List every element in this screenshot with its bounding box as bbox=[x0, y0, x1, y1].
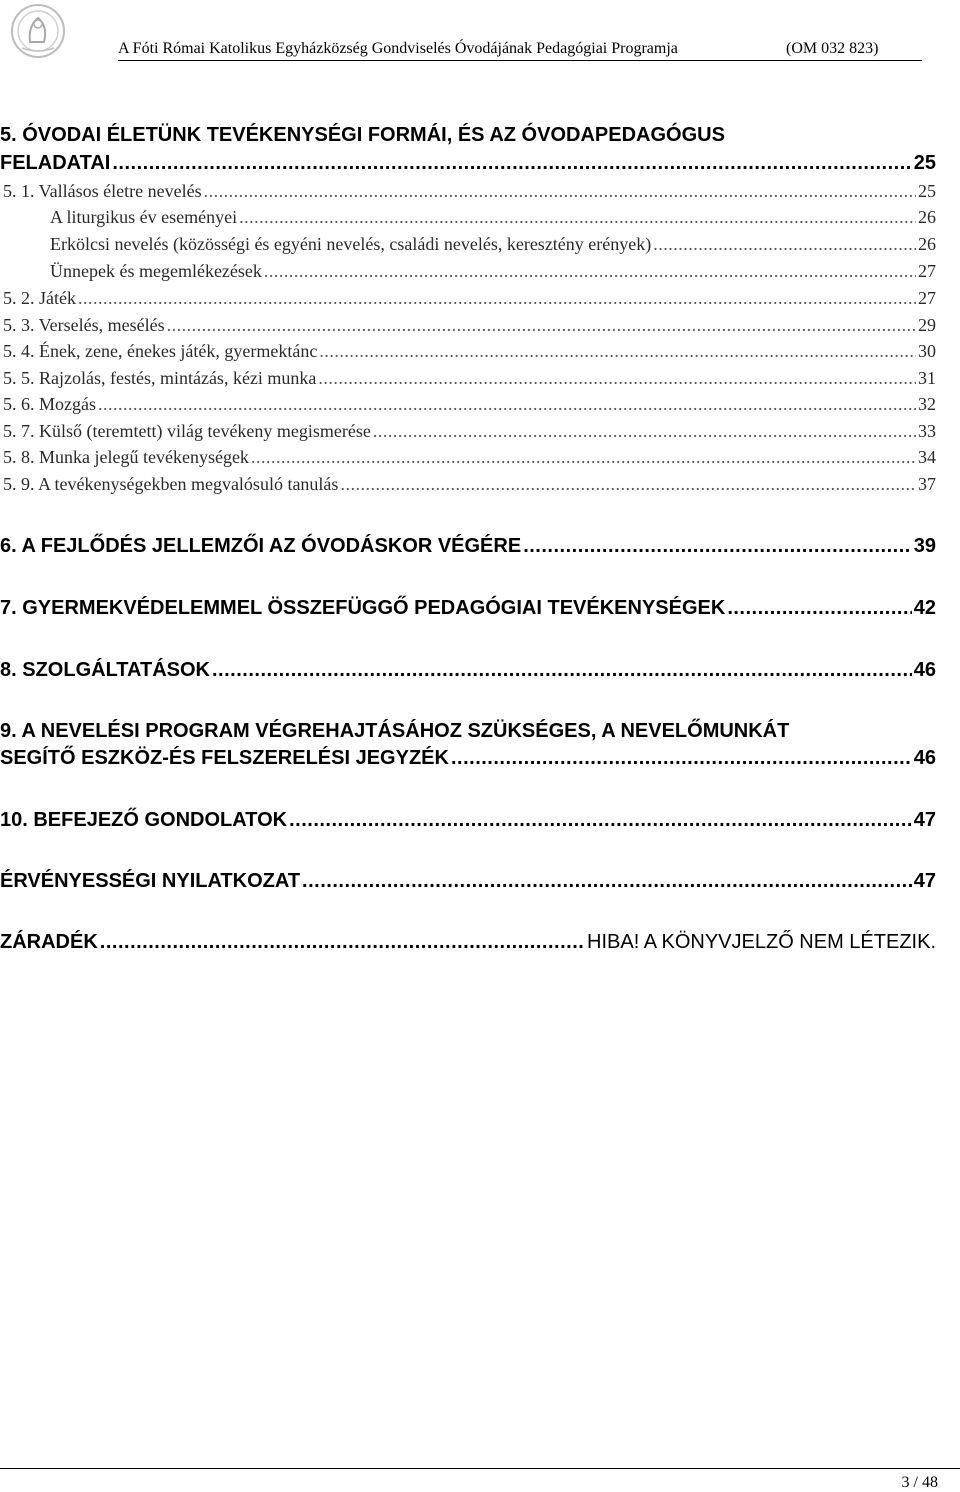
toc-item-label: 5. 1. Vallásos életre nevelés bbox=[3, 181, 202, 201]
toc-page-number: 26 bbox=[918, 234, 936, 254]
toc-validity-statement[interactable] bbox=[0, 870, 936, 893]
toc-leader bbox=[340, 474, 916, 495]
toc-leader bbox=[318, 368, 916, 389]
toc-item-label: 5. 8. Munka jelegű tevékenységek bbox=[3, 447, 249, 467]
toc-page-number: 32 bbox=[918, 394, 936, 414]
toc-leader bbox=[239, 207, 916, 228]
toc-page-number: 34 bbox=[918, 447, 936, 467]
toc-page-number: 27 bbox=[918, 288, 936, 308]
toc-leader bbox=[251, 447, 916, 468]
toc-section-6[interactable] bbox=[0, 535, 936, 558]
toc-leader bbox=[523, 535, 912, 558]
toc-item-5-6[interactable] bbox=[3, 394, 936, 415]
toc-page-number: 37 bbox=[918, 474, 936, 494]
toc-section-label: ÉRVÉNYESSÉGI NYILATKOZAT bbox=[0, 870, 301, 892]
page-number: 3 / 48 bbox=[901, 1474, 938, 1491]
toc-leader bbox=[319, 341, 916, 362]
toc-item-label: Ünnepek és megemlékezések bbox=[50, 261, 262, 281]
toc-page-number: 25 bbox=[918, 181, 936, 201]
toc-leader bbox=[373, 421, 916, 442]
toc-leader bbox=[727, 597, 911, 620]
toc-bookmark-error: HIBA! A KÖNYVJELZŐ NEM LÉTEZIK. bbox=[587, 931, 936, 953]
toc-section-10[interactable] bbox=[0, 809, 936, 832]
toc-page-number: 31 bbox=[918, 368, 936, 388]
toc-page-number: 47 bbox=[913, 809, 936, 831]
toc-page-number: 33 bbox=[918, 421, 936, 441]
toc-section-label: 10. BEFEJEZŐ GONDOLATOK bbox=[0, 809, 288, 831]
toc-page-number: 26 bbox=[918, 207, 936, 227]
toc-item-5-3[interactable] bbox=[3, 315, 936, 336]
toc-section-5-title-line1: 5. ÓVODAI ÉLETÜNK TEVÉKENYSÉGI FORMÁI, ÉS AZ ÓVODAPEDAGÓGUS bbox=[0, 124, 725, 146]
toc-item-5-7[interactable] bbox=[3, 421, 936, 442]
toc-section-7[interactable] bbox=[0, 597, 936, 620]
toc-leader bbox=[167, 315, 916, 336]
toc-page-number: 39 bbox=[913, 535, 936, 557]
toc-item-label: 5. 6. Mozgás bbox=[3, 394, 96, 414]
toc-clause[interactable] bbox=[0, 931, 936, 954]
page-header bbox=[0, 0, 960, 64]
toc-section-label: 8. SZOLGÁLTATÁSOK bbox=[0, 659, 210, 681]
toc-item-5-9[interactable] bbox=[3, 474, 936, 495]
header-title: A Fóti Római Katolikus Egyházközség Gondviselés Óvodájának Pedagógiai Programja bbox=[118, 40, 678, 57]
toc-leader bbox=[212, 659, 912, 682]
toc-leader bbox=[78, 288, 916, 309]
toc-leader bbox=[112, 152, 911, 175]
toc-page-number: 47 bbox=[913, 870, 936, 892]
toc-item-holidays[interactable] bbox=[50, 261, 936, 282]
toc-item-label: 5. 4. Ének, zene, énekes játék, gyermektánc bbox=[3, 341, 318, 361]
toc-leader bbox=[98, 394, 916, 415]
toc-leader bbox=[204, 181, 916, 202]
toc-leader bbox=[264, 261, 916, 282]
toc-page-number: 46 bbox=[913, 747, 936, 769]
toc-section-9[interactable] bbox=[0, 747, 936, 770]
toc-item-label: 5. 2. Játék bbox=[3, 288, 76, 308]
toc-section-9-title-line1: 9. A NEVELÉSI PROGRAM VÉGREHAJTÁSÁHOZ SZÜKSÉGES, A NEVELŐMUNKÁT bbox=[0, 720, 790, 742]
toc-page-number: 27 bbox=[918, 261, 936, 281]
parish-emblem-icon bbox=[8, 2, 68, 60]
toc-section-label: ZÁRADÉK bbox=[0, 931, 98, 953]
toc-section-8[interactable] bbox=[0, 659, 936, 682]
toc-section-label: 6. A FEJLŐDÉS JELLEMZŐI AZ ÓVODÁSKOR VÉGÉRE bbox=[0, 535, 522, 557]
toc-item-5-5[interactable] bbox=[3, 368, 936, 389]
toc-item-liturgical-year[interactable] bbox=[50, 207, 936, 228]
header-rule bbox=[118, 60, 922, 61]
header-om-code: (OM 032 823) bbox=[786, 40, 879, 57]
toc-item-5-2[interactable] bbox=[3, 288, 936, 309]
toc-item-label: 5. 5. Rajzolás, festés, mintázás, kézi munka bbox=[3, 368, 317, 388]
toc-page-number: 25 bbox=[913, 152, 936, 174]
toc-page-number: 46 bbox=[913, 659, 936, 681]
toc-item-moral-education[interactable] bbox=[50, 234, 936, 255]
toc-leader bbox=[451, 747, 912, 770]
toc-page-number: 29 bbox=[918, 315, 936, 335]
toc-leader bbox=[100, 931, 585, 954]
toc-section-9-title-line2: SEGÍTŐ ESZKÖZ-ÉS FELSZERELÉSI JEGYZÉK bbox=[0, 747, 449, 769]
toc-item-label: A liturgikus év eseményei bbox=[50, 207, 238, 227]
toc-section-5-title-line2: FELADATAI bbox=[0, 152, 111, 174]
toc-item-5-4[interactable] bbox=[3, 341, 936, 362]
toc-section-label: 7. GYERMEKVÉDELEMMEL ÖSSZEFÜGGŐ PEDAGÓGIAI TEVÉKENYSÉGEK bbox=[0, 597, 726, 619]
toc-leader bbox=[302, 870, 912, 893]
toc-item-5-1[interactable] bbox=[3, 181, 936, 202]
toc-item-label: 5. 3. Verselés, mesélés bbox=[3, 315, 165, 335]
toc-item-label: 5. 9. A tevékenységekben megvalósuló tanulás bbox=[3, 474, 339, 494]
toc-page-number: 30 bbox=[918, 341, 936, 361]
toc-section-5[interactable] bbox=[0, 152, 936, 175]
toc-item-label: 5. 7. Külső (teremtett) világ tevékeny megismerése bbox=[3, 421, 371, 441]
toc-item-5-8[interactable] bbox=[3, 447, 936, 468]
toc-item-label: Erkölcsi nevelés (közösségi és egyéni nevelés, családi nevelés, keresztény erények) bbox=[50, 234, 652, 254]
footer-rule bbox=[0, 1468, 960, 1469]
toc-page-number: 42 bbox=[913, 597, 936, 619]
toc-leader bbox=[289, 809, 912, 832]
toc-leader bbox=[653, 234, 916, 255]
